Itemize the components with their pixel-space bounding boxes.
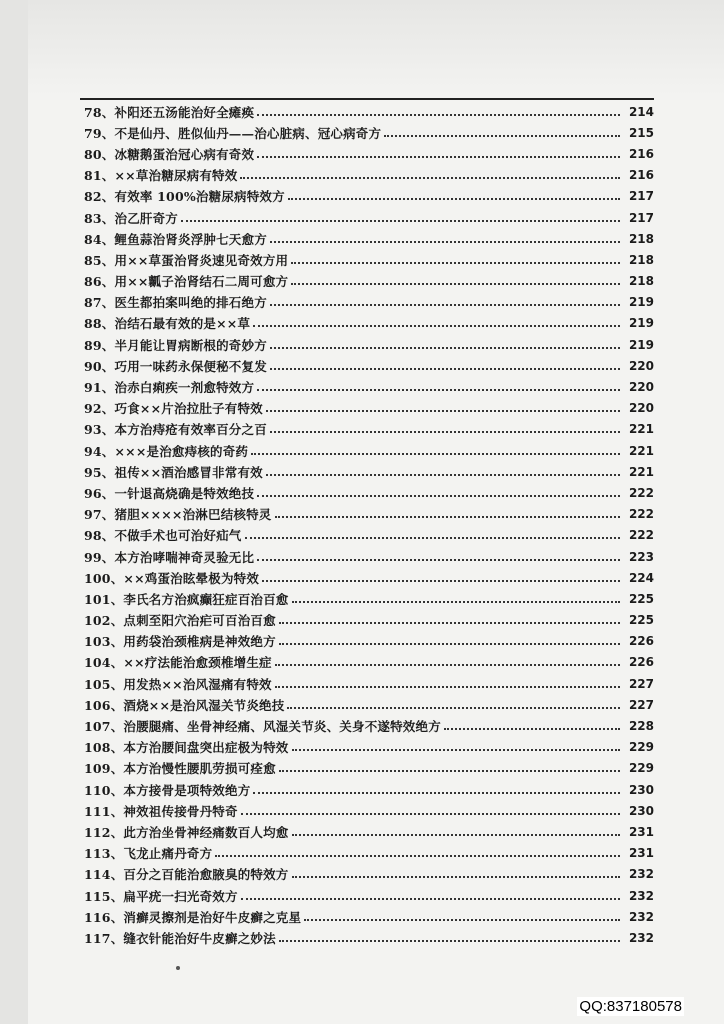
dot-leader: [266, 410, 620, 412]
toc-entry-title: 85、用××草蛋治肾炎速见奇效方用: [84, 252, 289, 268]
toc-entry-title: 102、点刺至阳穴治疟可百治百愈: [84, 613, 276, 629]
toc-entry: [84, 843, 654, 864]
dot-leader: [251, 453, 620, 455]
toc-entry-page-number: 221: [628, 443, 654, 458]
toc-entry: [84, 694, 654, 715]
toc-entry: [84, 610, 654, 631]
dot-leader: [279, 940, 620, 942]
toc-entry: [84, 673, 654, 694]
toc-entry: [84, 398, 654, 419]
toc-entry-title: 103、用药袋治颈椎病是神效绝方: [84, 634, 276, 650]
toc-entry-title: 97、猪胆××××治淋巴结核特灵: [84, 507, 272, 523]
toc-entry: [84, 906, 654, 927]
toc-entry: [84, 207, 654, 228]
dot-leader: [253, 325, 620, 327]
dot-leader: [279, 643, 620, 645]
dot-leader: [240, 177, 620, 179]
toc-entry-page-number: 231: [628, 824, 654, 839]
toc-entry: [84, 249, 654, 270]
toc-entry-page-number: 218: [628, 231, 654, 246]
toc-entry-title: 78、补阳还五汤能治好全瘫痪: [84, 104, 255, 120]
dot-leader: [241, 813, 620, 815]
dot-leader: [444, 728, 620, 730]
toc-entry-title: 95、祖传××酒治感冒非常有效: [84, 464, 263, 480]
dot-leader: [257, 156, 620, 158]
toc-entry-title: 106、酒烧××是治风湿关节炎绝技: [84, 697, 285, 713]
toc-entry: [84, 186, 654, 207]
toc-entry: [84, 504, 654, 525]
toc-entry-page-number: 226: [628, 655, 654, 670]
scan-edge: [0, 0, 28, 1024]
dot-leader: [288, 198, 620, 200]
dot-leader: [304, 919, 620, 921]
toc-entry-title: 98、不做手术也可治好疝气: [84, 528, 242, 544]
dot-leader: [270, 304, 620, 306]
toc-entry: [84, 737, 654, 758]
toc-entry-title: 100、××鸡蛋治眩晕极为特效: [84, 570, 260, 586]
toc-entry-page-number: 223: [628, 549, 654, 564]
toc-entry: [84, 864, 654, 885]
toc-entry-title: 111、神效祖传接骨丹特奇: [84, 803, 238, 819]
toc-entry-page-number: 219: [628, 337, 654, 352]
dot-leader: [257, 559, 620, 561]
toc-entry-page-number: 227: [628, 676, 654, 691]
dot-leader: [275, 516, 621, 518]
dot-leader: [262, 580, 620, 582]
dot-leader: [292, 834, 621, 836]
dot-leader: [292, 749, 621, 751]
toc-entry-title: 86、用××瓤子治肾结石二周可愈方: [84, 274, 289, 290]
toc-entry-page-number: 218: [628, 274, 654, 289]
toc-entry: [84, 800, 654, 821]
dot-leader: [257, 389, 620, 391]
toc-entry-page-number: 220: [628, 401, 654, 416]
toc-entry-title: 115、扁平疣一扫光奇效方: [84, 888, 238, 904]
toc-entry-page-number: 221: [628, 464, 654, 479]
toc-entry: [84, 482, 654, 503]
toc-entry: [84, 758, 654, 779]
dot-leader: [279, 770, 620, 772]
toc-entry: [84, 652, 654, 673]
toc-entry-title: 112、此方治坐骨神经痛数百人均愈: [84, 824, 289, 840]
toc-entry-title: 82、有效率 100%治糖尿病特效方: [84, 189, 285, 205]
toc-entry: [84, 715, 654, 736]
toc-entry: [84, 101, 654, 122]
toc-entry-page-number: 232: [628, 909, 654, 924]
toc-entry-page-number: 229: [628, 740, 654, 755]
toc-entry-page-number: 220: [628, 358, 654, 373]
toc-entry: [84, 143, 654, 164]
toc-entry-page-number: 230: [628, 782, 654, 797]
toc-entry-page-number: 222: [628, 485, 654, 500]
dot-leader: [241, 898, 620, 900]
dot-leader: [292, 601, 621, 603]
toc-entry-title: 107、治腰腿痛、坐骨神经痛、风湿关节炎、关身不遂特效绝方: [84, 719, 441, 735]
toc-entry-title: 84、鲤鱼蒜治肾炎浮肿七天愈方: [84, 231, 267, 247]
toc-entry: [84, 376, 654, 397]
dot-leader: [384, 135, 620, 137]
toc-entry-title: 104、××疗法能治愈颈椎增生症: [84, 655, 272, 671]
toc-entry-title: 87、医生都拍案叫绝的排石绝方: [84, 295, 267, 311]
toc-entry-page-number: 217: [628, 210, 654, 225]
toc-entry: [84, 419, 654, 440]
dot-leader: [270, 347, 620, 349]
scan-shadow: [0, 0, 724, 96]
dot-leader: [257, 495, 620, 497]
toc-entry-page-number: 225: [628, 613, 654, 628]
toc-entry-title: 117、缝衣针能治好牛皮癣之妙法: [84, 930, 276, 946]
toc-entry-page-number: 221: [628, 422, 654, 437]
toc-entry: [84, 885, 654, 906]
toc-entry-title: 101、李氏名方治疯癫狂症百治百愈: [84, 591, 289, 607]
toc-entry: [84, 567, 654, 588]
toc-entry-page-number: 220: [628, 380, 654, 395]
header-rule: [80, 98, 654, 100]
toc-entry: [84, 525, 654, 546]
toc-entry-title: 83、治乙肝奇方: [84, 210, 178, 226]
toc-entry-title: 93、本方治痔疮有效率百分之百: [84, 422, 267, 438]
toc-entry: [84, 779, 654, 800]
toc-entry-title: 109、本方治慢性腰肌劳损可痊愈: [84, 761, 276, 777]
dot-leader: [291, 262, 620, 264]
toc-entry-page-number: 228: [628, 719, 654, 734]
toc-entry-title: 89、半月能让胃病断根的奇妙方: [84, 337, 267, 353]
toc-entry-title: 108、本方治腰间盘突出症极为特效: [84, 740, 289, 756]
toc-entry: [84, 546, 654, 567]
toc-entry-page-number: 214: [628, 104, 654, 119]
toc-entry: [84, 228, 654, 249]
dot-leader: [215, 855, 620, 857]
dot-leader: [253, 792, 620, 794]
toc-entry-page-number: 226: [628, 634, 654, 649]
toc-entry-title: 114、百分之百能治愈腋臭的特效方: [84, 867, 289, 883]
toc-entry-page-number: 216: [628, 168, 654, 183]
dot-leader: [292, 876, 621, 878]
toc-entry: [84, 461, 654, 482]
toc-entry-title: 79、不是仙丹、胜似仙丹——治心脏病、冠心病奇方: [84, 125, 382, 141]
toc-entry-title: 90、巧用一味药永保便秘不复发: [84, 358, 267, 374]
toc-entry: [84, 313, 654, 334]
toc-entry: [84, 440, 654, 461]
toc-entry-page-number: 232: [628, 930, 654, 945]
toc-entry-page-number: 217: [628, 189, 654, 204]
toc-entry-page-number: 232: [628, 867, 654, 882]
dot-leader: [275, 664, 620, 666]
toc-entry: [84, 334, 654, 355]
qq-watermark: QQ:837180578: [579, 998, 682, 1015]
dot-leader: [291, 283, 620, 285]
dot-leader: [181, 220, 620, 222]
toc-entry-page-number: 216: [628, 146, 654, 161]
toc-entry-page-number: 222: [628, 507, 654, 522]
toc-entry-title: 96、一针退高烧确是特效绝技: [84, 485, 255, 501]
dot-leader: [266, 474, 620, 476]
dot-leader: [270, 368, 620, 370]
dot-leader: [275, 686, 620, 688]
toc-entry-page-number: 222: [628, 528, 654, 543]
dot-leader: [270, 431, 620, 433]
toc-entry: [84, 165, 654, 186]
dot-leader: [270, 241, 620, 243]
toc-entry-title: 88、治结石最有效的是××草: [84, 316, 251, 332]
toc-entry-page-number: 229: [628, 761, 654, 776]
toc-entry-page-number: 227: [628, 697, 654, 712]
toc-entry-page-number: 215: [628, 125, 654, 140]
dot-leader: [279, 622, 620, 624]
toc-entry-title: 113、飞龙止痛丹奇方: [84, 846, 213, 862]
toc-entry-page-number: 224: [628, 570, 654, 585]
toc-entry-page-number: 219: [628, 295, 654, 310]
table-of-contents: [84, 101, 654, 949]
toc-entry-title: 116、消癣灵擦剂是治好牛皮癣之克星: [84, 909, 302, 925]
dot-leader: [245, 537, 621, 539]
toc-entry-title: 105、用发热××治风湿痛有特效: [84, 676, 272, 692]
dot-leader: [287, 707, 620, 709]
toc-entry-page-number: 230: [628, 803, 654, 818]
toc-entry: [84, 122, 654, 143]
toc-entry-title: 94、×××是治愈痔核的奇药: [84, 443, 249, 459]
toc-entry: [84, 271, 654, 292]
toc-entry-page-number: 219: [628, 316, 654, 331]
toc-entry-page-number: 231: [628, 846, 654, 861]
scan-speck: [176, 966, 180, 970]
toc-entry: [84, 292, 654, 313]
toc-entry: [84, 631, 654, 652]
dot-leader: [257, 114, 620, 116]
toc-entry-title: 91、治赤白痢疾一剂愈特效方: [84, 380, 255, 396]
toc-entry-title: 99、本方治哮喘神奇灵验无比: [84, 549, 255, 565]
toc-entry-page-number: 232: [628, 888, 654, 903]
toc-entry: [84, 927, 654, 948]
toc-entry-page-number: 225: [628, 591, 654, 606]
toc-entry: [84, 355, 654, 376]
toc-entry-title: 110、本方接骨是项特效绝方: [84, 782, 251, 798]
toc-entry-title: 81、××草治糖尿病有特效: [84, 168, 238, 184]
toc-entry: [84, 821, 654, 842]
toc-entry-title: 80、冰糖鹅蛋治冠心病有奇效: [84, 146, 255, 162]
toc-entry-page-number: 218: [628, 252, 654, 267]
toc-entry: [84, 588, 654, 609]
toc-entry-title: 92、巧食××片治拉肚子有特效: [84, 401, 263, 417]
